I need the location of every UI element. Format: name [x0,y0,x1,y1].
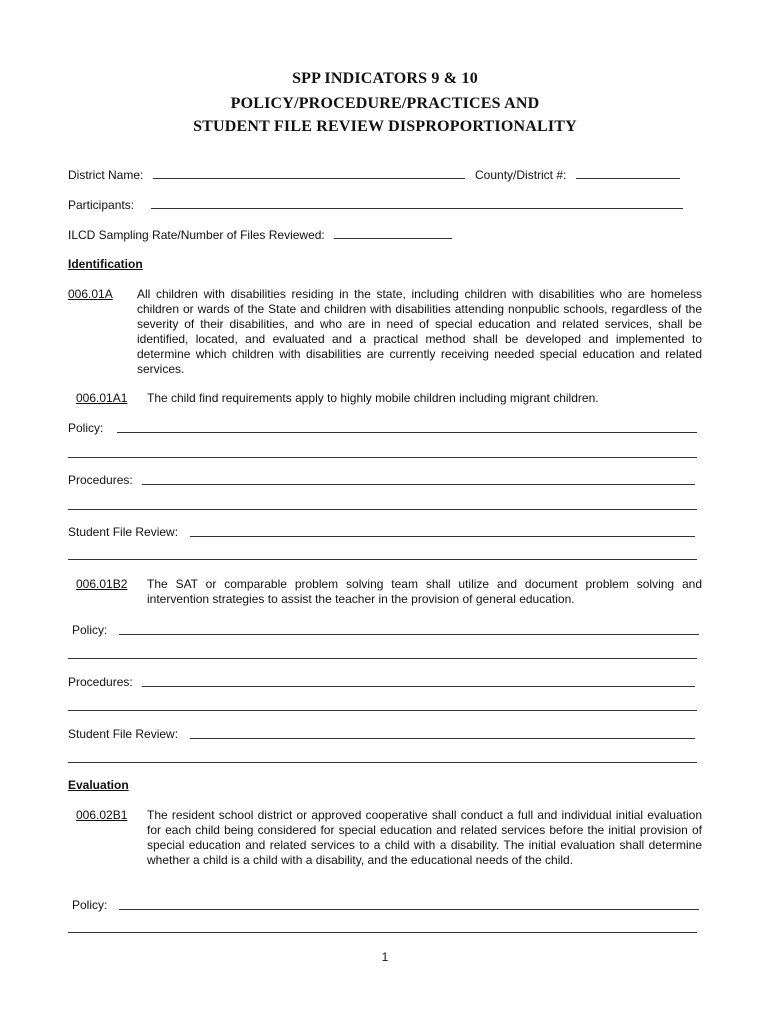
page-number: 1 [381,950,389,964]
policy-line[interactable] [119,634,699,635]
district-name-label: District Name: [68,168,144,182]
policy-line-2[interactable] [68,457,697,458]
sampling-label: ILCD Sampling Rate/Number of Files Reviewed: [68,228,325,242]
procedures-line-2[interactable] [68,710,697,711]
policy-line[interactable] [119,909,699,910]
title-line-2: POLICY/PROCEDURE/PRACTICES AND [230,95,540,112]
regulation-text: All children with disabilities residing in the state, including children with disabilities who are homeless children or wards of the State and children with disabilities attending nonpublic schools, regardless of the severity of their disabilities, and who are in need of special education and related services, shall be identified, located, and evaluated and a practical method shall be developed and implemented to determine which children with disabilities are currently receiving needed special education and related services. [137,287,702,376]
policy-line-2[interactable] [68,658,697,659]
student-file-review-label: Student File Review: [68,525,179,539]
participants-row [68,198,683,212]
county-district-row [475,168,680,182]
regulation-code: 006.01B2 [76,577,128,591]
procedures-label: Procedures: [68,675,133,689]
regulation-text: The SAT or comparable problem solving team shall utilize and document problem solving and intervention strategies to assist the teacher in the provision of general education. [147,577,702,606]
participants-label: Participants: [68,198,135,212]
student-file-review-line-2[interactable] [68,762,697,763]
regulation-code: 006.02B1 [76,808,128,822]
county-district-label: County/District #: [475,168,567,182]
student-file-review-line-2[interactable] [68,559,697,560]
policy-line[interactable] [117,432,697,433]
regulation-code: 006.01A1 [76,391,128,405]
section-heading-identification: Identification [68,257,143,271]
sampling-row [68,228,452,242]
title-line-1: SPP INDICATORS 9 & 10 [292,70,478,87]
student-file-review-line[interactable] [190,738,695,739]
policy-label: Policy: [68,421,104,435]
policy-label: Policy: [72,623,108,637]
section-heading-evaluation: Evaluation [68,778,129,792]
procedures-line-2[interactable] [68,509,697,510]
title-line-3: STUDENT FILE REVIEW DISPROPORTIONALITY [193,118,577,135]
regulation-text: The child find requirements apply to highly mobile children including migrant children. [147,391,599,405]
student-file-review-label: Student File Review: [68,727,179,741]
district-name-field[interactable] [153,168,465,179]
regulation-text: The resident school district or approved cooperative shall conduct a full and individual initial evaluation for each child being considered for special education and related services before the initial provision of special education and related services to a child with a disability. The initial evaluation shall determine whether a child is a child with a disability, and the educational needs of the child. [147,808,702,867]
student-file-review-line[interactable] [190,536,695,537]
sampling-field[interactable] [334,228,452,239]
policy-label: Policy: [72,898,108,912]
county-district-field[interactable] [576,168,680,179]
district-name-row [68,168,465,182]
regulation-code: 006.01A [68,287,113,301]
participants-field[interactable] [151,198,683,209]
procedures-line[interactable] [142,484,695,485]
policy-line-2[interactable] [68,932,697,933]
procedures-label: Procedures: [68,473,133,487]
procedures-line[interactable] [142,686,695,687]
